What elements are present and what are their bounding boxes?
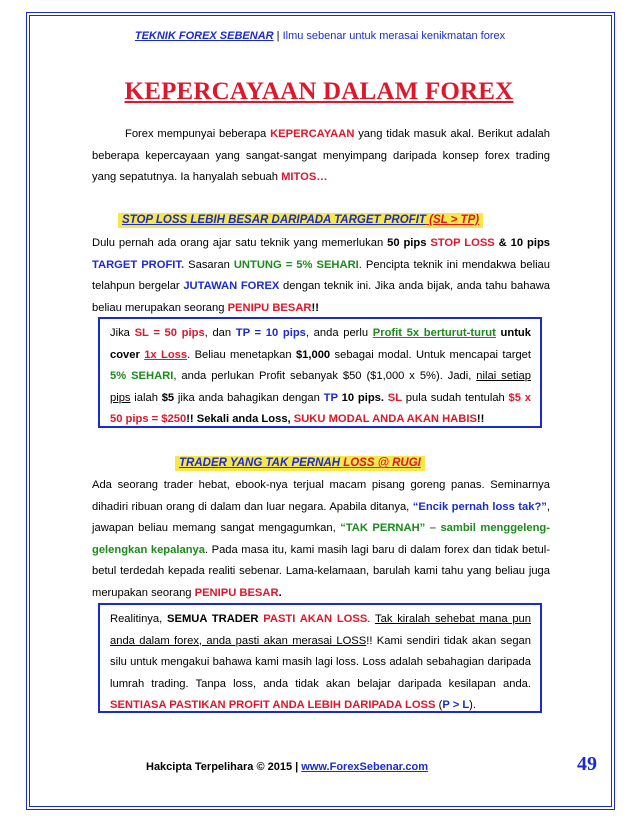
text: TP: [323, 391, 338, 404]
text: , dan: [204, 327, 236, 339]
text: dengan teknik ini. Jika anda bijak, anda tahu bahawa beliau merupakan seorang: [92, 280, 550, 314]
text: ).: [469, 699, 477, 711]
page-title: KEPERCAYAAN DALAM FOREX: [124, 78, 514, 105]
text: P > L: [442, 699, 470, 711]
text: SUKU MODAL ANDA AKAN HABIS: [293, 413, 477, 425]
text: TP = 10 pips: [235, 327, 306, 339]
text: (: [435, 699, 443, 711]
text: SL: [387, 391, 403, 404]
intro-text: Forex mempunyai beberapa: [125, 128, 271, 140]
text: $5 x 50 pips = $250: [110, 391, 531, 425]
text: pula sudah tentulah: [402, 391, 509, 404]
text: .: [278, 586, 282, 599]
text: Sasaran: [184, 258, 234, 271]
text: !!: [311, 301, 319, 314]
text: Realitinya,: [110, 613, 168, 625]
text: SENTIASA PASTIKAN PROFIT ANDA LEBIH DARIPADA LOSS: [110, 699, 436, 711]
text: .: [367, 613, 375, 625]
text: 1x Loss: [144, 348, 188, 361]
text: TARGET PROFIT.: [92, 258, 185, 271]
text: 10 pips: [510, 237, 550, 249]
text: 5% SEHARI: [110, 370, 174, 382]
text: . Pencipta teknik ini mendakwa beliau telahpun bergelar: [92, 258, 550, 292]
intro-keyword: KEPERCAYAAN: [270, 128, 355, 140]
text: $1,000: [295, 348, 331, 361]
text: untuk cover: [110, 327, 531, 361]
text: !! Kami sendiri tidak akan segan silu untuk mengakui bahawa kami masih lagi loss. Loss adalah sebahagian daripada lumrah trading. Tanpa loss, anda tidak akan belajar daripada kesilapan anda.: [110, 634, 532, 690]
section2-heading: [175, 456, 425, 471]
footer-copyright: Hakcipta Terpelihara © 2015 |: [146, 761, 302, 773]
text: &: [494, 237, 511, 249]
text: UNTUNG = 5% SEHARI: [233, 258, 359, 271]
text: JUTAWAN FOREX: [183, 280, 280, 292]
header-separator: |: [273, 30, 283, 42]
section2-callout-box: [98, 603, 542, 713]
text: PASTI AKAN LOSS: [263, 613, 368, 625]
section2-heading-accent: LOSS @ RUGI: [340, 457, 421, 469]
section1-callout-box: [98, 317, 542, 428]
text: Profit 5x berturut-turut: [372, 327, 496, 339]
section1-paragraph: [92, 233, 550, 319]
intro-paragraph: [92, 124, 550, 189]
page-number: 49: [577, 753, 597, 775]
text: Dulu pernah ada orang ajar satu teknik yang memerlukan: [92, 237, 388, 249]
header-brand: TEKNIK FOREX SEBENAR: [134, 30, 274, 42]
text: $5: [161, 391, 175, 404]
text: !! Sekali anda Loss,: [186, 413, 294, 425]
text: 50 pips: [387, 237, 427, 249]
text: sebagai modal. Untuk mencapai target: [330, 348, 531, 361]
page-header: [82, 30, 558, 42]
text: Ada seorang trader hebat, ebook-nya terjual macam pisang goreng panas. Seminarnya dihadiri ribuan orang di dalam dan luar negara. Apabila ditanya,: [92, 479, 550, 513]
text: . Beliau menetapkan: [187, 348, 296, 361]
section2-paragraph: [92, 475, 550, 604]
text: jika anda bahagikan dengan: [174, 391, 324, 404]
header-tagline: Ilmu sebenar untuk merasai kenikmatan forex: [282, 30, 506, 42]
text: 10 pips.: [341, 391, 384, 404]
text: , anda perlu: [305, 327, 373, 339]
text: nilai setiap pips: [110, 370, 531, 404]
footer-website-link[interactable]: www.ForexSebenar.com: [301, 761, 429, 773]
text: ialah: [130, 391, 162, 404]
text: “Encik pernah loss tak?”: [412, 500, 547, 513]
text: SL = 50 pips: [134, 327, 205, 339]
intro-text: yang tidak masuk akal. Berikut adalah beberapa kepercayaan yang sangat-sangat menyimpang daripada konsep forex trading yang sepatutnya. Ia hanyalah sebuah: [92, 128, 551, 183]
section2-heading-main: TRADER YANG TAK PERNAH: [179, 457, 341, 469]
section1-heading-main: STOP LOSS LEBIH BESAR DARIPADA TARGET PROFIT: [122, 214, 426, 226]
text: PENIPU BESAR: [194, 586, 279, 599]
text: SEMUA TRADER: [167, 613, 259, 625]
text: , anda perlukan Profit sebanyak $50 ($1,000 x 5%). Jadi,: [173, 370, 477, 382]
text: Tak kiralah sehebat mana pun anda dalam forex, anda pasti akan merasai LOSS: [110, 613, 531, 647]
section1-heading: [118, 213, 483, 228]
text: “TAK PERNAH” – sambil menggeleng-gelengkan kepalanya: [92, 522, 550, 556]
intro-keyword: MITOS…: [281, 171, 328, 183]
text: STOP LOSS: [430, 237, 495, 249]
text: Jika: [110, 327, 135, 339]
text: !!: [476, 413, 485, 425]
text: . Pada masa itu, kami masih lagi baru di dalam forex dan tidak betul-betul terdedah kepada realiti sebenar. Lama-kelamaan, barulah kami tahu yang beliau juga merupakan seorang: [92, 543, 550, 599]
section1-heading-accent: (SL > TP): [425, 214, 480, 226]
page-footer: [146, 761, 428, 773]
text: PENIPU BESAR: [227, 301, 312, 314]
text: , jawapan beliau memang sangat mengagumkan,: [92, 500, 550, 534]
